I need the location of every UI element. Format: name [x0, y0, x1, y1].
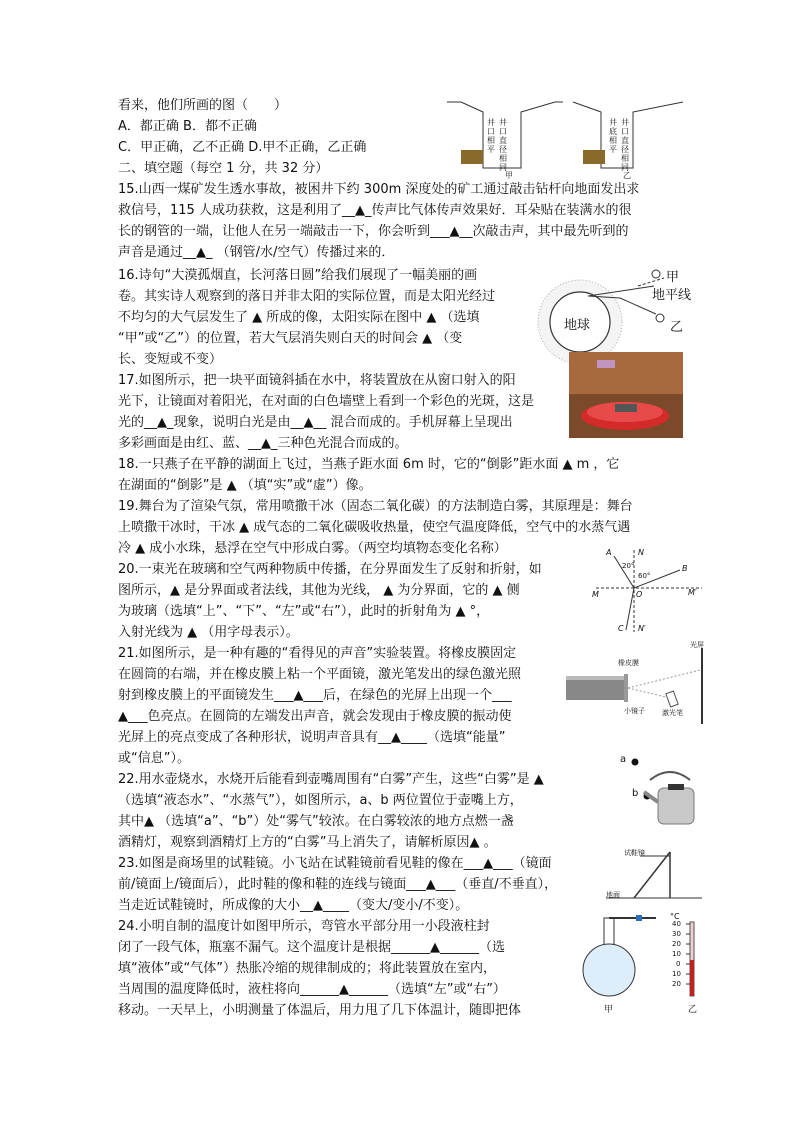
- q16-line-3: 不均匀的大气层发生了 ▲ 所成的像，太阳实际在图中 ▲ （选填: [118, 310, 480, 325]
- earth-figure: [530, 262, 710, 362]
- q19-line-3: 冷 ▲ 成小水珠，悬浮在空气中形成白雾。（两空均填物态变化名称）: [118, 541, 507, 556]
- horizon-label: 地平线: [652, 288, 692, 303]
- q24-line-2: 闭了一段气体，瓶塞不漏气。这个温度计是根据______▲______（选: [118, 940, 505, 955]
- q17-line-2: 光下，让镜面对着阳光，在对面的白色墙壁上看到一个彩色的光斑，这是: [118, 394, 535, 409]
- kettle-figure: [620, 754, 700, 834]
- thermo-tick-5: 10: [672, 970, 681, 978]
- q21-line-2: 在圆筒的右端，并在橡皮膜上粘一个平面镜，激光笔发出的绿色激光照: [118, 667, 522, 682]
- well-left-text-b: 井口直径相同: [499, 118, 507, 172]
- q24-line-4: 当周围的温度降低时，液柱将向______▲______（选填“左”或“右”）: [118, 982, 506, 997]
- well-left-text-a: 井口相平: [487, 118, 495, 154]
- q20-line-1: 20.一束光在玻璃和空气两种物质中传播，在分界面发生了反射和折射，如: [118, 562, 542, 577]
- q15-line-2: 救信号，115 人成功获救，这是利用了__▲_传声比气体传声效果好．耳朵贴在装满水的很: [118, 203, 632, 218]
- q21-line-6: 或“信息”）。: [118, 751, 190, 766]
- q22-line-3: 其中▲ （选填“a”、“b”）处“雾气”较浓。在白雾较浓的地方点燃一盏: [118, 814, 514, 829]
- floor-label: 地面: [606, 891, 620, 899]
- label-angle-60: 60°: [638, 572, 651, 580]
- q23-line-3: 当走近试鞋镜时，所成像的大小__▲____（变大/变小/不变）。: [118, 898, 469, 913]
- sun-yi-icon: [656, 314, 664, 322]
- thermo-tick-0: 40: [672, 920, 681, 928]
- q17-line-1: 17.如图所示，把一块平面镜斜插在水中，将装置放在从窗口射入的阳: [118, 373, 516, 388]
- mirror-basin-photo: [569, 352, 683, 438]
- thermo-label-jia: 甲: [604, 1005, 614, 1015]
- q20-line-4: 入射光线为 ▲ （用字母表示）。: [118, 625, 299, 640]
- q15-line-3: 长的钢管的一端，让他人在另一端敲击一下，你会听到___▲__次敲击声，其中最先听到的: [118, 224, 629, 239]
- point-b-label: b: [632, 788, 639, 799]
- thermo-label-yi: 乙: [688, 1005, 698, 1015]
- q15-line-4: 声音是通过__▲_ （钢管/水/空气）传播过来的．: [118, 245, 395, 260]
- thermo-tick-3: 10: [672, 950, 681, 958]
- q21-line-5: 光屏上的亮点变成了各种形状，说明声音具有__▲____（选填“能量”: [118, 730, 506, 745]
- thermo-tick-2: 20: [672, 940, 681, 948]
- q15-line-1: 15.山西一煤矿发生透水事故，被困井下约 300m 深度处的矿工通过敲击钻杆向地面发出求: [118, 182, 640, 197]
- label-angle-20: 20°: [622, 562, 635, 570]
- q24-line-3: 填“液体”或“气体”）热胀冷缩的规律制成的；将此装置放在室内，: [118, 961, 496, 976]
- well-right-text-a: 井底相平: [609, 118, 617, 154]
- thermo-tick-4: 0: [676, 960, 681, 968]
- q22-line-2: （选填“液态水”、“水蒸气”），如图所示，a、b 两位置位于壶嘴上方，: [118, 793, 523, 808]
- well-label-jia: 甲: [505, 171, 513, 180]
- laser-label: 激光笔: [662, 709, 683, 717]
- label-B: B: [682, 564, 688, 573]
- thermo-unit: °C: [670, 912, 680, 921]
- q16-line-2: 卷。其实诗人观察到的落日并非太阳的实际位置，而是太阳光经过: [118, 289, 496, 304]
- label-A: A: [606, 548, 612, 557]
- earth-label: 地球: [564, 318, 591, 333]
- q17-line-3: 光的__▲_现象，说明白光是由__▲__ 混合而成的。手机屏幕上呈现出: [118, 415, 513, 430]
- label-C: C: [618, 624, 624, 633]
- q21-line-4: ▲___色亮点。在圆筒的左端发出声音，就会发现由于橡皮膜的振动使: [118, 709, 512, 724]
- frog-left: [461, 150, 483, 164]
- well-label-yi: 乙: [623, 171, 631, 180]
- q16-line-1: 16.诗句“大漠孤烟直，长河落日圆”给我们展现了一幅美丽的画: [118, 268, 478, 283]
- point-a-label: a: [620, 754, 627, 765]
- q19-line-1: 19.舞台为了渲染气氛，常用喷撒干冰（固态二氧化碳）的方法制造白雾，其原理是：舞台: [118, 499, 633, 514]
- shoe-mirror-label: 试鞋镜: [624, 849, 645, 857]
- well-figure: [443, 100, 688, 180]
- q23-line-1: 23.如图是商场里的试鞋镜。小飞站在试鞋镜前看见鞋的像在___▲___（镜面: [118, 856, 552, 871]
- mirror-label: 小镜子: [624, 707, 645, 715]
- shoe-mirror-figure: [604, 846, 704, 906]
- thermo-tick-1: 30: [672, 930, 681, 938]
- q24-line-1: 24.小明自制的温度计如图甲所示，弯管水平部分用一小段液柱封: [118, 919, 490, 934]
- q22-line-4: 酒精灯，观察到酒精灯上方的“白雾”马上消失了，请解析原因▲ 。: [118, 835, 497, 850]
- q16-line-4: “甲”或“乙”）的位置，若大气层消失则白天的时间会 ▲ （变: [118, 331, 463, 346]
- well-right-text-b: 井口直径相同: [621, 118, 629, 172]
- visible-sound-apparatus: [566, 640, 714, 728]
- q19-line-2: 上喷撒干冰时，干冰 ▲ 成气态的二氧化碳吸收热量，使空气温度降低，空气中的水蒸气遇: [118, 520, 631, 535]
- section-heading: 二、填空题（每空 1 分，共 32 分）: [118, 161, 329, 176]
- thermo-tick-6: 20: [672, 980, 681, 988]
- q17-line-4: 多彩画面是由红、蓝、__▲_三种色光混合而成的。: [118, 436, 408, 451]
- label-N-prime: N′: [638, 624, 646, 633]
- label-O: O: [636, 590, 643, 599]
- screen-label: 光屏: [690, 641, 704, 649]
- label-M: M: [592, 590, 599, 599]
- sun-jia-icon: [652, 270, 660, 278]
- membrane-label: 橡皮膜: [618, 659, 639, 667]
- q21-line-1: 21.如图所示，是一种有趣的“看得见的声音”实验装置。将橡皮膜固定: [118, 646, 517, 661]
- q16-line-5: 长、变短或不变）: [118, 352, 223, 367]
- frog-right: [583, 150, 605, 164]
- question-line-1: 看来，他们所画的图（ ）: [118, 98, 288, 113]
- point-a-marker: [632, 759, 639, 766]
- thermometer-figure: [566, 910, 712, 1020]
- q22-line-1: 22.用水壶烧水，水烧开后能看到壶嘴周围有“白雾”产生，这些“白雾”是 ▲: [118, 772, 544, 787]
- question-line-2: A．都正确 B．都不正确: [118, 119, 257, 134]
- q18-line-2: 在湖面的“倒影”是 ▲ （填“实”或“虚”）像。: [118, 478, 372, 493]
- label-M-prime: M′: [688, 588, 697, 597]
- sun-jia-label: 甲: [666, 270, 680, 285]
- refraction-diagram: [592, 548, 707, 636]
- q21-line-3: 射到橡皮膜上的平面镜发生___▲___后，在绿色的光屏上出现一个___: [118, 688, 512, 703]
- q24-line-5: 移动。一天早上，小明测量了体温后，用力甩了几下体温计，随即把体: [118, 1003, 522, 1018]
- label-N: N: [638, 548, 644, 557]
- q20-line-3: 为玻璃（选填“上”、“下”、“左”或“右”），此时的折射角为 ▲ °，: [118, 604, 490, 619]
- q18-line-1: 18.一只燕子在平静的湖面上飞过，当燕子距水面 6m 时，它的“倒影”距水面 ▲ m ，它: [118, 457, 620, 472]
- sun-yi-label: 乙: [670, 320, 684, 335]
- q23-line-2: 前/镜面上/镜面后），此时鞋的像和鞋的连线与镜面___▲___（垂直/不垂直），: [118, 877, 558, 892]
- question-line-3: C．甲正确，乙不正确 D.甲不正确，乙正确: [118, 140, 367, 155]
- q20-line-2: 图所示，▲ 是分界面或者法线，其他为光线， ▲ 为分界面，它的 ▲ 侧: [118, 583, 520, 598]
